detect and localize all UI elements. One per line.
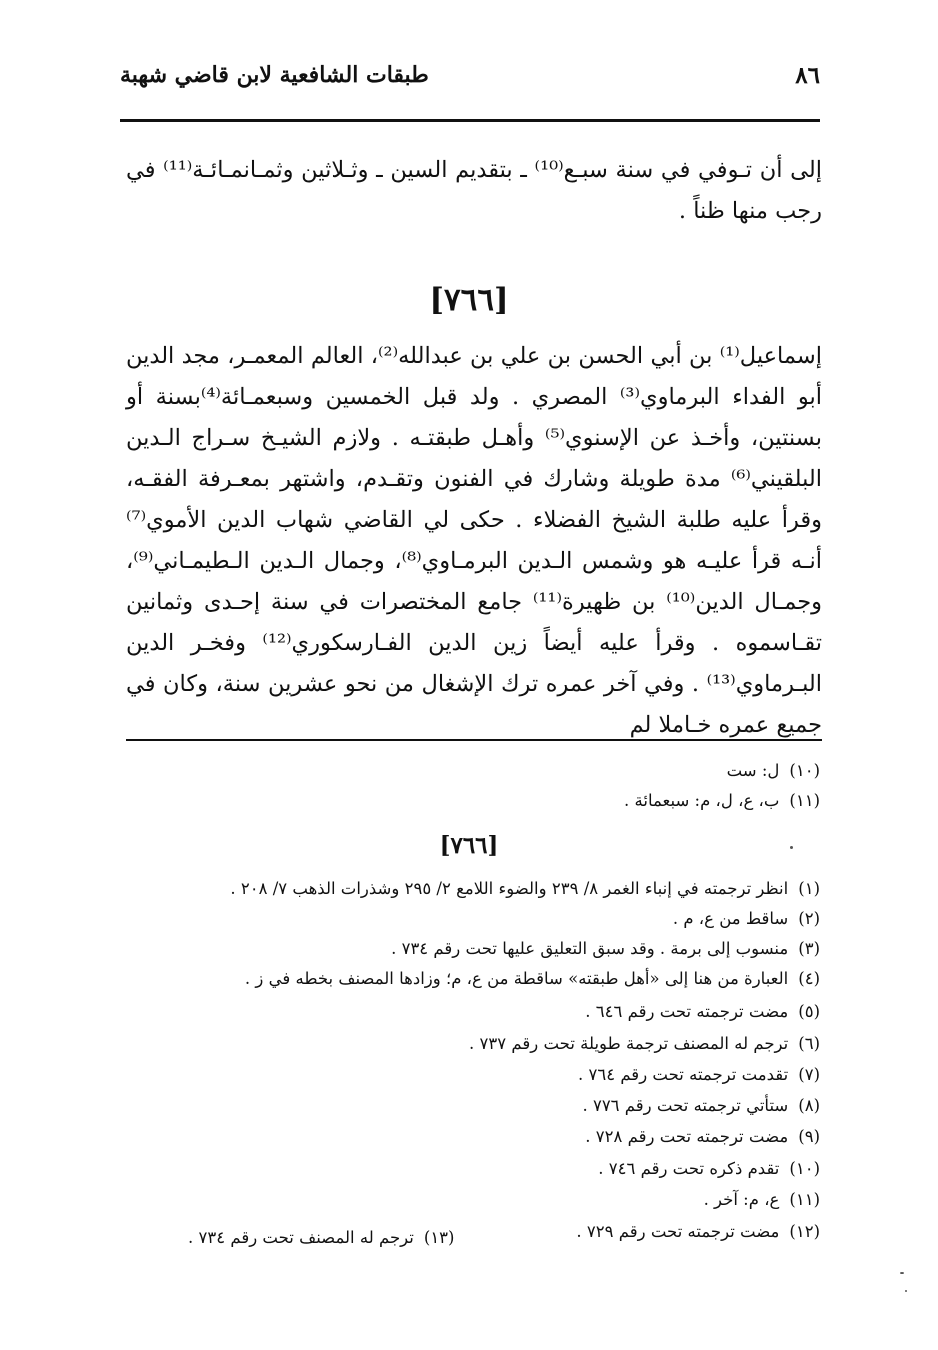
footnote-item <box>727 761 820 780</box>
footnote-item <box>704 1190 820 1209</box>
continuation-paragraph: إلى أن تـوفي في سنة سبـع⁽¹⁰⁾ ـ بتقديم السين ـ وثـلاثين وثمـانمـائـة⁽¹¹⁾ في رجب منها ظناً . <box>126 157 822 224</box>
footnote-item <box>391 939 820 958</box>
scan-speck <box>790 846 793 849</box>
footnote-text: ل: ست <box>726 761 780 780</box>
footnote-text: تقدم ذكره تحت رقم ٧٤٦ . <box>598 1159 780 1178</box>
entry-number: [٧٦٦] <box>429 282 509 318</box>
footnote-number: (١١) <box>789 1190 820 1209</box>
footnote-text: ع، م: آخر . <box>703 1190 780 1209</box>
running-title: طبقات الشافعية لابن قاضي شهبة <box>120 62 429 88</box>
footnote-text: ساقط من ع، م . <box>672 909 789 928</box>
footnote-item <box>624 791 820 810</box>
footnote-item <box>578 1065 820 1084</box>
footnote-item <box>230 879 820 898</box>
footnote-text: مضت ترجمته تحت رقم ٧٢٨ . <box>585 1127 789 1146</box>
footnote-rule <box>126 739 822 741</box>
footnote-text: ب، ع، ل، م: سبعمائة . <box>624 791 780 810</box>
footnote-text: انظر ترجمته في إنباء الغمر ٨/ ٢٣٩ والضوء اللامع ٢/ ٢٩٥ وشذرات الذهب ٧/ ٢٠٨ . <box>230 879 789 898</box>
footnote-number: (١٣) <box>423 1228 455 1247</box>
footnote-number: (٢) <box>798 909 820 928</box>
footnote-number: (٣) <box>798 939 820 958</box>
footnote-text: ترجم له المصنف ترجمة طويلة تحت رقم ٧٣٧ . <box>469 1034 789 1053</box>
footnote-number: (٩) <box>798 1127 820 1146</box>
footnote-item <box>582 1096 820 1115</box>
footnote-text: منسوب إلى برمة . وقد سبق التعليق عليها تحت رقم ٧٣٤ . <box>391 939 789 958</box>
biography-paragraph <box>126 336 822 746</box>
footnote-number: (٨) <box>798 1096 820 1115</box>
footnote-text: مضت ترجمته تحت رقم ٧٢٩ . <box>576 1222 780 1241</box>
footnote-number: (١٠) <box>789 1159 820 1178</box>
footnote-text: ترجم له المصنف تحت رقم ٧٣٤ . <box>188 1228 414 1247</box>
footnote-item <box>245 969 820 988</box>
footnote-item <box>598 1159 820 1178</box>
footnote-number: (١١) <box>789 791 820 810</box>
footnote-item <box>585 1127 820 1146</box>
footnote-text: ستأتي ترجمته تحت رقم ٧٧٦ . <box>582 1096 789 1115</box>
footnote-item <box>585 1002 820 1021</box>
footnote-text: مضت ترجمته تحت رقم ٦٤٦ . <box>585 1002 789 1021</box>
footnote-item <box>576 1222 820 1241</box>
header-rule <box>120 119 820 122</box>
footnote-item <box>469 1034 820 1053</box>
scan-speck <box>900 1272 904 1274</box>
biography-text: إسماعيل⁽¹⁾ بن أبي الحسن بن علي بن عبدالله⁽²⁾، العالم المعمـر، مجد الدين أبو الفداء البرماوي⁽³⁾ المصري . ولد قبل الخمسين وسبعمـائة⁽⁴⁾بسنة أو بسنتين، وأخـذ عن الإسنوي⁽⁵⁾ وأهـل طبقتـه . ولازم الشيـخ سـراج الـدين البلقيني⁽⁶⁾ مدة طويلة وشارك في الفنون وتقـدم، واشتهر بمعـرفة الفقـه، وقرأ عليه طلبة الشيخ الفضلاء . حكى لي القاضي شهاب الدين الأموي⁽⁷⁾ أنـه قرأ عليـه هو وشمس الـدين البرمـاوي⁽⁸⁾، وجمال الـدين الـطيمـاني⁽⁹⁾، وجمـال الدين⁽¹⁰⁾ بن ظهيرة⁽¹¹⁾ جامع المختصرات في سنة إحـدى وثمانين تقـاسموه . وقرأ عليه أيضاً زين الدين الفـارسكوري⁽¹²⁾ وفخـر الدين البـرماوي⁽¹³⁾ . وفي آخر عمره ترك الإشغال من نحو عشرين سنة، وكان في جميع عمره خـاملا لم <box>126 343 823 738</box>
footnote-number: (١) <box>798 879 820 898</box>
footnote-text: العبارة من هنا إلى «أهل طبقته» ساقطة من ع، م؛ وزادها المصنف بخطه في ز . <box>244 969 789 988</box>
footnote-number: (١٠) <box>789 761 820 780</box>
scan-speck <box>905 1290 907 1292</box>
footnote-number: (٦) <box>798 1034 820 1053</box>
footnote-text: تقدمت ترجمته تحت رقم ٧٦٤ . <box>577 1065 789 1084</box>
footnote-number: (١٢) <box>789 1222 820 1241</box>
footnote-number: (٤) <box>798 969 820 988</box>
footnotes-heading: [٧٦٦] <box>439 832 499 859</box>
footnote-item <box>188 1228 454 1247</box>
footnote-item <box>673 909 820 928</box>
footnote-number: (٥) <box>798 1002 820 1021</box>
footnote-number: (٧) <box>798 1065 820 1084</box>
page-number: ٨٦ <box>795 62 820 89</box>
running-head <box>120 62 820 102</box>
